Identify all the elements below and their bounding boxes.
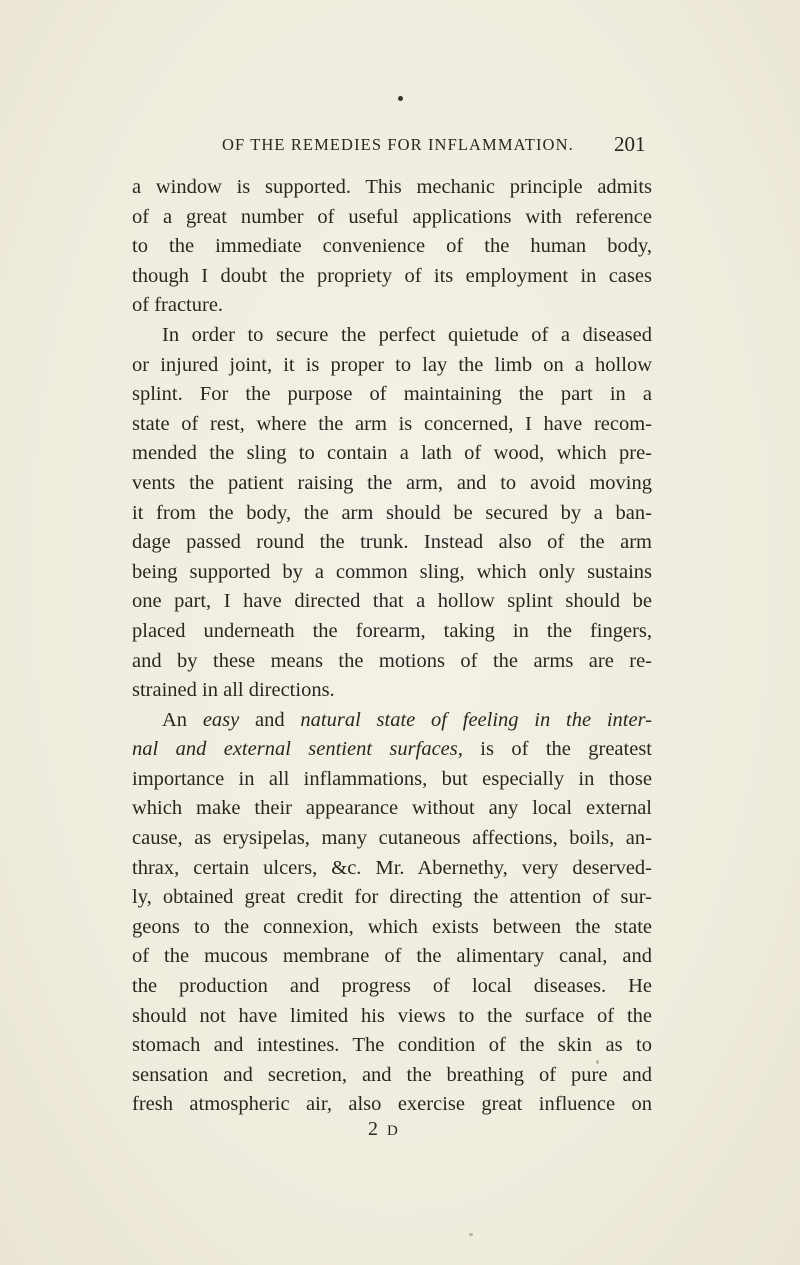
text-line: the production and progress of local diseases. He (132, 975, 652, 998)
page-number: 201 (614, 132, 646, 156)
paper-speck (596, 1060, 599, 1064)
text-line: cause, as erysipelas, many cutaneous affections, boils, an- (132, 827, 652, 850)
body-text (132, 173, 652, 1120)
text-line: placed underneath the forearm, taking in the fingers, (132, 619, 652, 642)
text-line: a window is supported. This mechanic principle admits (132, 176, 652, 198)
text-line: sensation and secretion, and the breathing of pure and (132, 1063, 652, 1086)
text-line-italic (132, 706, 652, 736)
text-line: state of rest, where the arm is concerned, I have recom- (132, 412, 652, 435)
text-run: and (239, 708, 301, 731)
text-line: geons to the connexion, which exists between the state (132, 915, 652, 938)
text-line: or injured joint, it is proper to lay the limb on a hollow (132, 353, 652, 376)
text-line: it from the body, the arm should be secured by a ban- (132, 501, 652, 524)
page-header (0, 132, 800, 158)
italic-run: easy (202, 708, 240, 731)
text-line: of fracture. (132, 294, 224, 317)
text-line: being supported by a common sling, which only sustains (132, 560, 652, 583)
text-line: mended the sling to contain a lath of wood, which pre- (132, 442, 652, 465)
text-line: though I doubt the propriety of its employment in cases (132, 264, 652, 287)
text-run: An (162, 708, 203, 731)
italic-run: nal and external sentient surfaces, (132, 738, 463, 761)
text-line: fresh atmospheric air, also exercise great influence on (132, 1093, 652, 1116)
text-line: splint. For the purpose of maintaining the part in a (132, 383, 652, 406)
signature-number: 2 (368, 1118, 380, 1140)
text-line: to the immediate convenience of the human body, (132, 235, 652, 258)
text-line: and by these means the motions of the arms are re- (132, 649, 652, 672)
text-line: of a great number of useful applications with reference (132, 205, 652, 228)
italic-run: natural state of feeling in the inter- (300, 708, 652, 731)
paper-speck (469, 1233, 473, 1236)
ink-dot (398, 96, 403, 101)
text-line: of the mucous membrane of the alimentary canal, and (132, 945, 652, 968)
signature-letter: D (387, 1123, 400, 1139)
text-line-italic (132, 735, 652, 765)
text-line: vents the patient raising the arm, and to avoid moving (132, 471, 652, 494)
text-line: stomach and intestines. The condition of the skin as to (132, 1034, 652, 1057)
running-title: OF THE REMEDIES FOR INFLAMMATION. (222, 135, 574, 154)
text-line: thrax, certain ulcers, &c. Mr. Abernethy, very deserved- (132, 856, 652, 879)
text-line: importance in all inflammations, but especially in those (132, 767, 652, 790)
signature-mark (368, 1118, 400, 1141)
text-line: ly, obtained great credit for directing the attention of sur- (132, 886, 652, 909)
text-line: In order to secure the perfect quietude of a diseased (162, 323, 652, 346)
text-line: strained in all directions. (132, 679, 335, 702)
text-line: should not have limited his views to the surface of the (132, 1004, 652, 1027)
text-line: one part, I have directed that a hollow splint should be (132, 590, 652, 613)
text-line: which make their appearance without any local external (132, 797, 652, 820)
text-run: is of the greatest (462, 738, 652, 761)
text-line: dage passed round the trunk. Instead also of the arm (132, 531, 652, 554)
